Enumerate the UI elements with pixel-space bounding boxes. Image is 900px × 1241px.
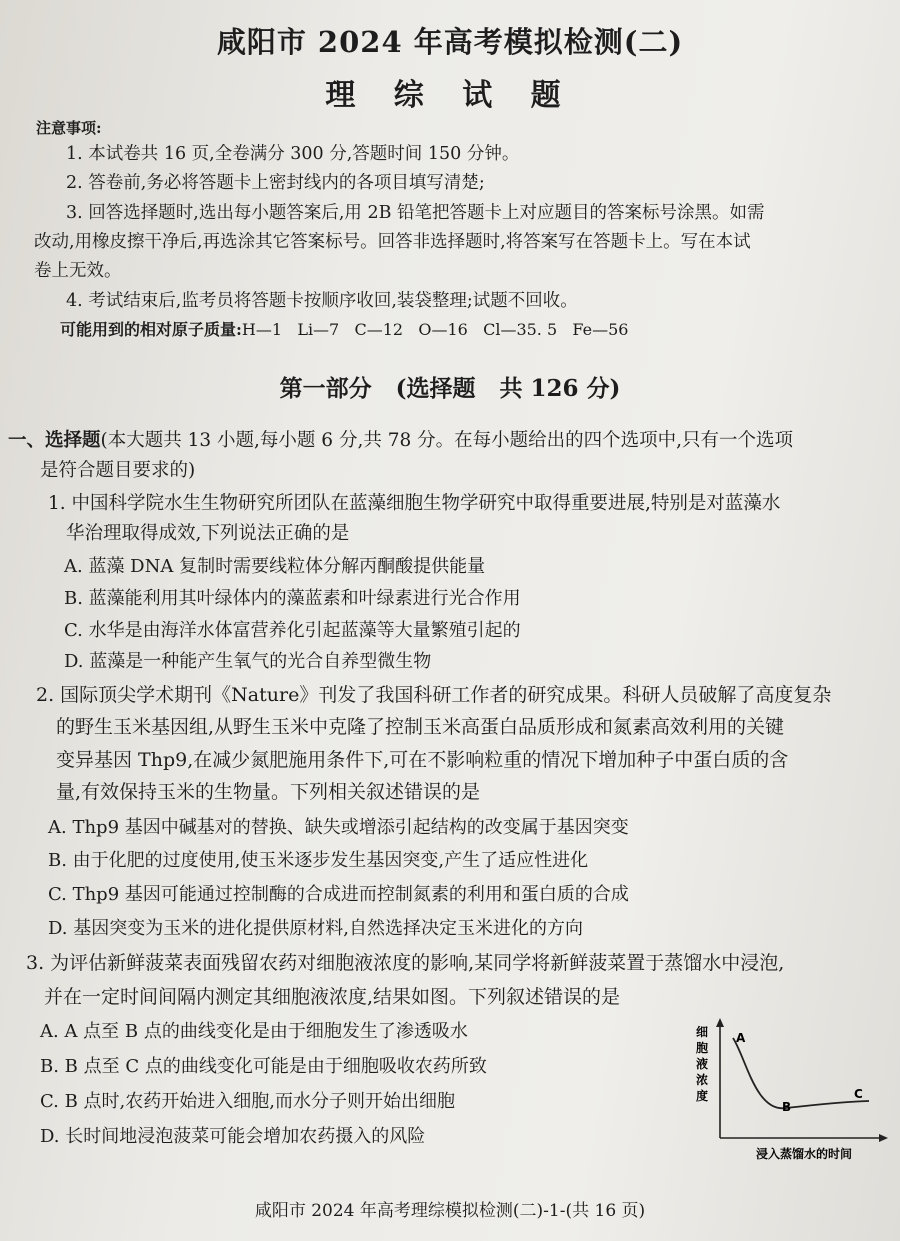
x-axis-label: 浸入蒸馏水的时间: [755, 1147, 853, 1161]
section-intro-text: (本大题共 13 小题,每小题 6 分,共 78 分。在每小题给出的四个选项中,只有一个选项: [100, 430, 794, 451]
notice-line: 卷上无效。: [34, 261, 122, 281]
question-1-option-d: D. 蓝藻是一种能产生氧气的光合自养型微生物: [64, 651, 432, 672]
y-axis-label-char: 细: [695, 1025, 709, 1039]
y-axis-label-char: 度: [695, 1089, 709, 1103]
notice-heading: 注意事项:: [36, 119, 102, 137]
point-a-label: A: [736, 1031, 746, 1045]
question-3-option-b: B. B 点至 C 点的曲线变化可能是由于细胞吸收农药所致: [40, 1056, 487, 1077]
y-axis-label-char: 胞: [695, 1041, 709, 1055]
question-1-option-b: B. 蓝藻能利用其叶绿体内的藻蓝素和叶绿素进行光合作用: [64, 588, 521, 609]
question-3-stem: 并在一定时间间隔内测定其细胞液浓度,结果如图。下列叙述错误的是: [44, 986, 621, 1008]
cell-sap-concentration-figure: [686, 1018, 890, 1168]
question-2-option-d: D. 基因突变为玉米的进化提供原材料,自然选择决定玉米进化的方向: [48, 918, 583, 939]
y-axis-label-char: 浓: [695, 1073, 709, 1087]
notice-line: 1. 本试卷共 16 页,全卷满分 300 分,答题时间 150 分钟。: [66, 144, 520, 164]
section-intro-cont: 是符合题目要求的): [40, 460, 196, 481]
question-3-option-d: D. 长时间地浸泡菠菜可能会增加农药摄入的风险: [40, 1126, 426, 1147]
question-1-option-a: A. 蓝藻 DNA 复制时需要线粒体分解丙酮酸提供能量: [64, 556, 486, 577]
notice-line: 改动,用橡皮擦干净后,再选涂其它答案标号。回答非选择题时,将答案写在答题卡上。写在本试: [34, 232, 751, 252]
question-3-option-a: A. A 点至 B 点的曲线变化是由于细胞发生了渗透吸水: [40, 1021, 468, 1042]
section-intro: [8, 430, 793, 452]
question-3-stem: 3. 为评估新鲜菠菜表面残留农药对细胞液浓度的影响,某同学将新鲜菠菜置于蒸馏水中浸泡,: [26, 952, 785, 974]
question-2-stem: 的野生玉米基因组,从野生玉米中克隆了控制玉米高蛋白品质形成和氮素高效利用的关键: [56, 716, 785, 738]
notice-line: 4. 考试结束后,监考员将答题卡按顺序收回,装袋整理;试题不回收。: [66, 291, 578, 311]
atomic-mass-label: 可能用到的相对原子质量:: [60, 320, 242, 339]
question-1-stem: 华治理取得成效,下列说法正确的是: [66, 523, 350, 544]
question-2-option-a: A. Thp9 基因中碱基对的替换、缺失或增添引起结构的改变属于基因突变: [48, 817, 629, 838]
question-2-option-b: B. 由于化肥的过度使用,使玉米逐步发生基因突变,产生了适应性进化: [48, 850, 589, 871]
question-2-option-c: C. Thp9 基因可能通过控制酶的合成进而控制氮素的利用和蛋白质的合成: [48, 884, 629, 905]
page-footer: 咸阳市 2024 年高考理综模拟检测(二)-1-(共 16 页): [254, 1201, 646, 1221]
question-3-option-c: C. B 点时,农药开始进入细胞,而水分子则开始出细胞: [40, 1091, 455, 1112]
notice-line: 3. 回答选择题时,选出每小题答案后,用 2B 铅笔把答题卡上对应题目的答案标号涂黑。如需: [66, 203, 765, 223]
exam-subtitle: 理 综 试 题: [325, 78, 575, 113]
atomic-mass-line: [60, 320, 628, 341]
question-2-stem: 量,有效保持玉米的生物量。下列相关叙述错误的是: [56, 781, 481, 803]
question-2-stem: 2. 国际顶尖学术期刊《Nature》刊发了我国科研工作者的研究成果。科研人员破解了高度复杂: [36, 684, 832, 706]
y-axis-arrow: [716, 1018, 724, 1027]
notice-line: 2. 答卷前,务必将答题卡上密封线内的各项目填写清楚;: [66, 173, 485, 193]
point-b-label: B: [782, 1100, 792, 1114]
question-1-option-c: C. 水华是由海洋水体富营养化引起蓝藻等大量繁殖引起的: [64, 620, 521, 641]
question-2-stem: 变异基因 Thp9,在减少氮肥施用条件下,可在不影响粒重的情况下增加种子中蛋白质的含: [56, 749, 789, 771]
section-intro-label: 一、选择题: [8, 430, 101, 451]
y-axis-label-char: 液: [695, 1057, 709, 1071]
atomic-mass-values: H—1 Li—7 C—12 O—16 Cl—35. 5 Fe—56: [241, 320, 629, 339]
section-title: 第一部分 (选择题 共 126 分): [279, 375, 621, 402]
x-axis-arrow: [879, 1134, 888, 1142]
question-1-stem: 1. 中国科学院水生生物研究所团队在蓝藻细胞生物学研究中取得重要进展,特别是对蓝藻水: [48, 493, 781, 514]
point-c-label: C: [854, 1087, 863, 1101]
concentration-curve: [733, 1038, 869, 1108]
exam-title: 咸阳市 2024 年高考模拟检测(二): [216, 25, 684, 59]
